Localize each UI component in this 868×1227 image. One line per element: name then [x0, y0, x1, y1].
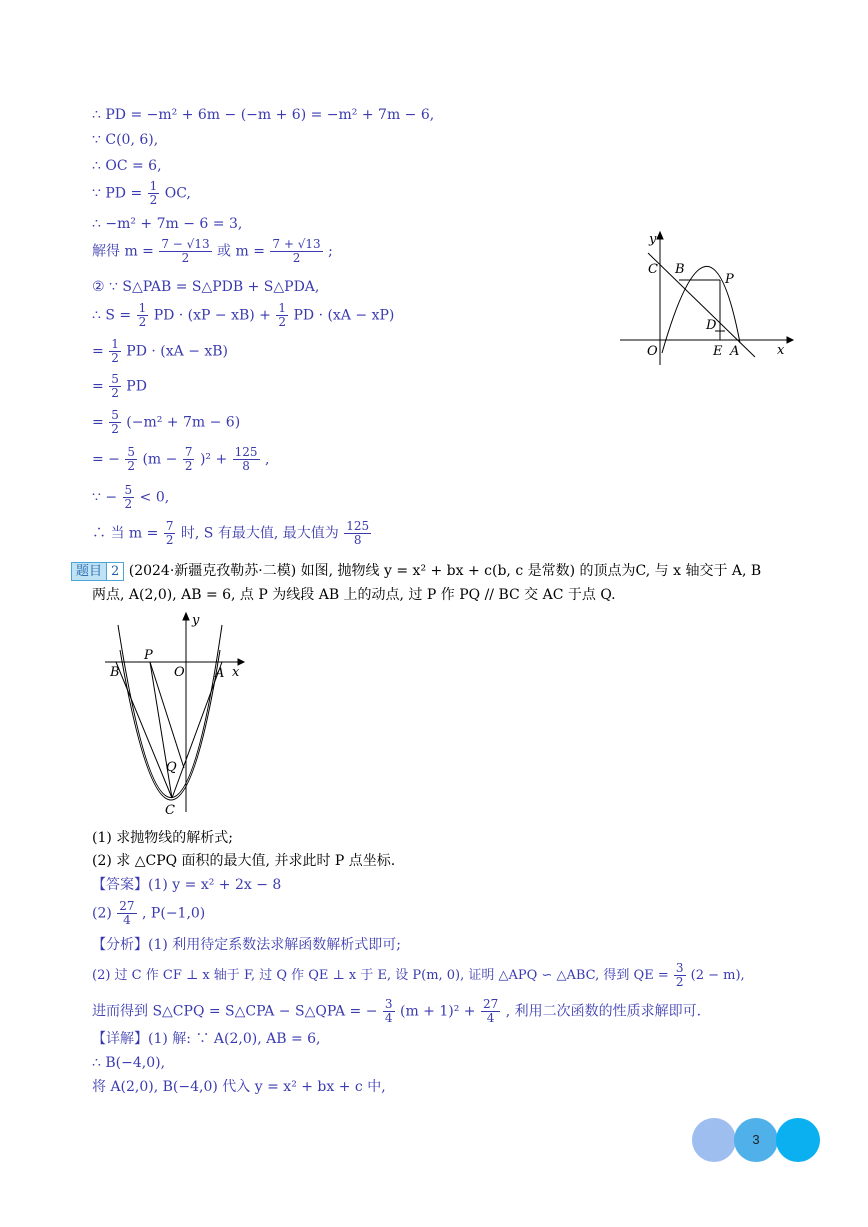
- fraction: $\frac{7}{2}$: [165, 519, 174, 547]
- solution-line: = $\frac{5}{2}$ PD: [92, 372, 147, 400]
- label-c: C: [648, 262, 658, 277]
- solution-line: = $\frac{1}{2}$ PD · (xA − xB): [92, 337, 229, 365]
- question-2: (2) 求 △CPQ 面积的最大值, 并求此时 P 点坐标.: [92, 853, 396, 869]
- fraction: $\frac{1}{2}$: [111, 337, 119, 365]
- solution-line: = $\frac{5}{2}$ (−m² + 7m − 6): [92, 408, 241, 436]
- detail-line1: 【详解】(1) 解: ∵ A(2,0), AB = 6,: [92, 1031, 321, 1047]
- answer-line1: 【答案】(1) y = x² + 2x − 8: [92, 877, 282, 893]
- label-q: Q: [166, 760, 177, 775]
- fraction: $\frac{7 - √13}{2}$: [161, 237, 210, 265]
- fraction: $\frac{5}{2}$: [111, 372, 119, 400]
- detail-line2: ∴ B(−4,0),: [92, 1055, 166, 1071]
- analysis-line1: 【分析】(1) 利用待定系数法求解函数解析式即可;: [92, 937, 401, 953]
- solution-line: ∴ −m² + 7m − 6 = 3,: [92, 216, 243, 232]
- text: 或 m =: [217, 243, 265, 260]
- label-b: B: [110, 665, 120, 680]
- fraction: $\frac{3}{4}$: [384, 997, 393, 1025]
- label-p: P: [725, 272, 734, 287]
- text: ∵ PD =: [92, 185, 143, 202]
- analysis-line3: 进而得到 S△CPQ = S△CPA − S△QPA = − $\frac{3}{4}$ (m + 1)² + $\frac{27}{4}$ , 利用二次函数的性质求解即可.: [92, 997, 702, 1025]
- analysis-line2: (2) 过 C 作 CF ⊥ x 轴于 F, 过 Q 作 QE ⊥ x 于 E, 设 P(m, 0), 证明 △APQ ∽ △ABC, 得到 QE = $\frac{3}{2}$ (2 − m),: [92, 961, 745, 989]
- page-circle-3: [776, 1118, 820, 1162]
- solution-line: ∴ PD = −m² + 6m − (−m + 6) = −m² + 7m − 6,: [92, 107, 435, 123]
- stem-text: (2024·新疆克孜勒苏·二模) 如图, 抛物线 y = x² + bx + c(b, c 是常数) 的顶点为C, 与 x 轴交于 A, B: [128, 563, 762, 579]
- fraction: $\frac{1}{2}$: [149, 179, 158, 207]
- label-x: x: [232, 665, 240, 680]
- label-e: E: [713, 344, 723, 359]
- question-1: (1) 求抛物线的解析式;: [92, 830, 233, 846]
- y-arrow: [657, 232, 663, 239]
- problem-tag: 题目: [71, 562, 107, 581]
- fraction: $\frac{1}{2}$: [138, 301, 147, 329]
- solution-line: [92, 180, 191, 207]
- label-x: x: [777, 343, 785, 358]
- fraction: $\frac{27}{4}$: [482, 997, 499, 1025]
- figure-2-parabola: [100, 610, 255, 820]
- label-a: A: [215, 666, 225, 681]
- fraction: $\frac{5}{2}$: [111, 408, 119, 436]
- problem-stem-line2: 两点, A(2,0), AB = 6, 点 P 为线段 AB 上的动点, 过 P 作 PQ // BC 交 AC 于点 Q.: [92, 587, 616, 603]
- segment-ac: [172, 662, 225, 798]
- label-y: y: [192, 613, 200, 628]
- fraction: $\frac{5}{2}$: [127, 445, 136, 473]
- text: 解得 m =: [92, 243, 154, 260]
- fraction: $\frac{27}{4}$: [119, 899, 135, 927]
- label-o: O: [174, 665, 185, 680]
- label-b: B: [675, 262, 685, 277]
- label-y: y: [649, 232, 657, 247]
- label-a: A: [730, 344, 740, 359]
- label-o: O: [647, 344, 658, 359]
- fraction: $\frac{5}{2}$: [124, 483, 133, 511]
- x-arrow: [787, 337, 793, 343]
- y-arrow: [183, 613, 189, 620]
- fraction: $\frac{7}{2}$: [184, 445, 193, 473]
- problem-stem-line1: [71, 562, 761, 581]
- solution-line: ∵ C(0, 6),: [92, 132, 159, 148]
- segment-bc: [116, 662, 172, 798]
- solution-line: ∴ OC = 6,: [92, 158, 162, 174]
- fraction: $\frac{125}{8}$: [346, 519, 370, 547]
- solution-line: ∴ S = $\frac{1}{2}$ PD · (xP − xB) + $\frac{1}{2}$ PD · (xA − xP): [92, 301, 395, 329]
- fraction: $\frac{7 + √13}{2}$: [272, 237, 321, 265]
- solution-line: = − $\frac{5}{2}$ (m − $\frac{7}{2}$ )² + $\frac{125}{8}$ ,: [92, 445, 270, 473]
- problem-tag-number: 2: [106, 562, 124, 581]
- text: OC,: [164, 185, 191, 202]
- label-c: C: [165, 803, 175, 818]
- detail-line3: 将 A(2,0), B(−4,0) 代入 y = x² + bx + c 中,: [92, 1079, 386, 1095]
- text: ;: [328, 243, 333, 260]
- page-circle-1: [692, 1118, 736, 1162]
- figure-1-parabola: [615, 225, 795, 370]
- fraction: $\frac{1}{2}$: [278, 301, 287, 329]
- solution-line: ② ∵ S△PAB = S△PDB + S△PDA,: [92, 279, 320, 295]
- page-number: 3: [752, 1132, 760, 1147]
- line-ca: [648, 253, 755, 357]
- solution-line: ∵ − $\frac{5}{2}$ < 0,: [92, 483, 170, 511]
- solution-line: ∴ 当 m = $\frac{7}{2}$ 时, S 有最大值, 最大值为 $\frac{125}{8}$: [92, 519, 370, 547]
- label-p: P: [144, 648, 153, 663]
- solution-line: [92, 238, 333, 265]
- fraction: $\frac{3}{2}$: [675, 961, 684, 989]
- label-d: D: [706, 318, 717, 333]
- fraction: $\frac{125}{8}$: [234, 445, 258, 473]
- answer-line2: (2) $\frac{27}{4}$ , P(−1,0): [92, 899, 206, 927]
